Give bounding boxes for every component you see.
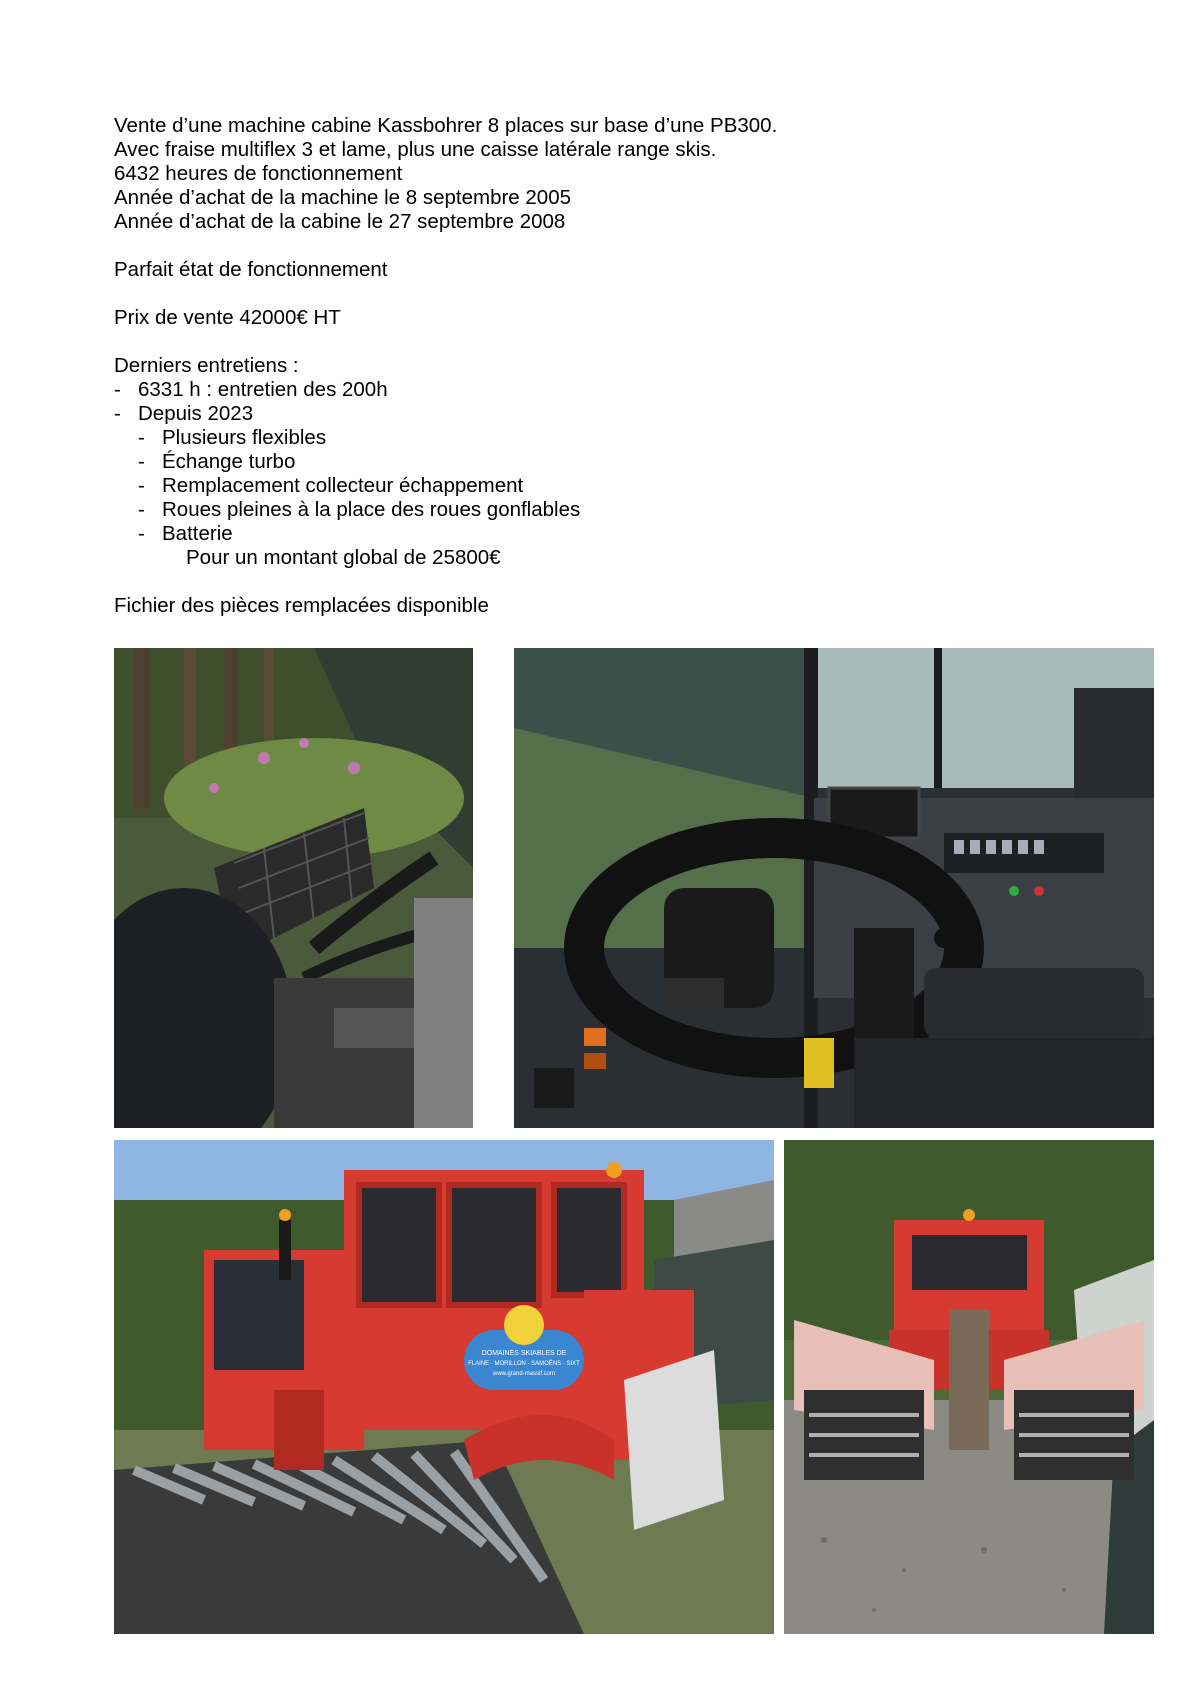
photo-front-tiller [114, 648, 473, 1128]
maintenance-item: - 6331 h : entretien des 200h [114, 378, 388, 401]
intro-line-5: Année d’achat de la cabine le 27 septembre 2008 [114, 210, 566, 233]
cabin-interior-icon [514, 648, 1154, 1128]
snowcat-side-icon [114, 1140, 774, 1634]
sticker-text-2: FLAINE · MORILLON · SAMOËNS · SIXT [468, 1361, 580, 1367]
maintenance-subitem: - Remplacement collecteur échappement [138, 474, 524, 497]
maintenance-heading: Derniers entretiens : [114, 354, 299, 377]
maintenance-subitem: - Batterie [138, 522, 233, 545]
maintenance-subitem: - Roues pleines à la place des roues gonflables [138, 498, 581, 521]
photo-snowcat-side [114, 1140, 774, 1634]
maintenance-subitem: - Échange turbo [138, 450, 296, 473]
snowcat-rear-icon [784, 1140, 1154, 1634]
maintenance-total: Pour un montant global de 25800€ [186, 546, 501, 569]
condition-text: Parfait état de fonctionnement [114, 258, 388, 281]
intro-line-1: Vente d’une machine cabine Kassbohrer 8 places sur base d’une PB300. [114, 114, 778, 137]
price-text: Prix de vente 42000€ HT [114, 306, 341, 329]
intro-line-4: Année d’achat de la machine le 8 septembre 2005 [114, 186, 572, 209]
sticker-text-1: DOMAINES SKIABLES DE [481, 1350, 567, 1357]
listing-text [114, 114, 777, 618]
footer-note: Fichier des pièces remplacées disponible [114, 594, 489, 617]
intro-line-2: Avec fraise multiflex 3 et lame, plus une caisse latérale range skis. [114, 138, 717, 161]
front-tiller-icon [114, 648, 473, 1128]
sticker-text-3: www.grand-massif.com [492, 1371, 556, 1377]
photo-snowcat-rear [784, 1140, 1154, 1634]
intro-line-3: 6432 heures de fonctionnement [114, 162, 403, 185]
photo-cabin-interior [514, 648, 1154, 1128]
maintenance-item: - Depuis 2023 [114, 402, 254, 425]
maintenance-subitem: - Plusieurs flexibles [138, 426, 327, 449]
